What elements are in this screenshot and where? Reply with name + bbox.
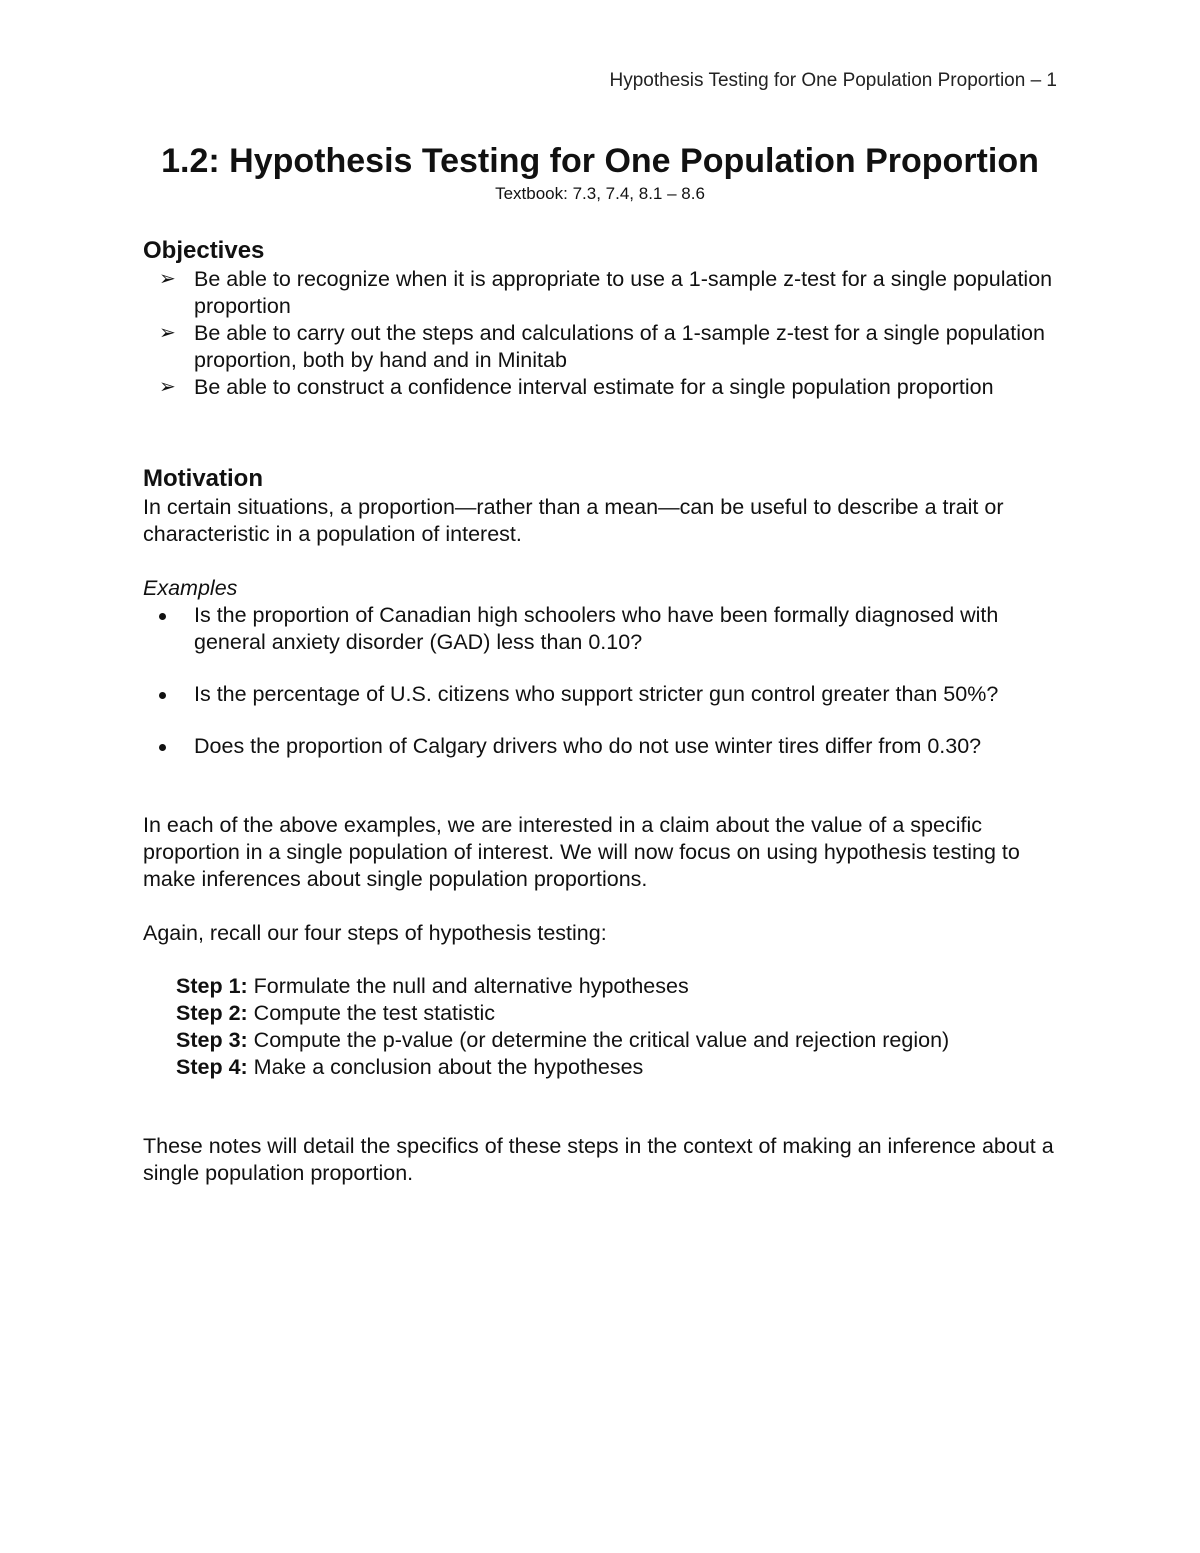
objective-text: Be able to carry out the steps and calculations of a 1-sample z-test for a single population proportion, both by hand and in Minitab xyxy=(194,321,1045,372)
motivation-heading: Motivation xyxy=(143,465,263,492)
objective-text: Be able to construct a confidence interval estimate for a single population proportion xyxy=(194,375,994,399)
list-item xyxy=(143,602,1063,656)
steps-list xyxy=(143,973,1063,1081)
example-text: Is the proportion of Canadian high schoolers who have been formally diagnosed with general anxiety disorder (GAD) less than 0.10? xyxy=(194,603,999,654)
step-label: Step 4: xyxy=(176,1055,248,1079)
step-row xyxy=(176,1054,1063,1081)
list-item xyxy=(143,266,1063,320)
objective-text: Be able to recognize when it is appropriate to use a 1-sample z-test for a single population proportion xyxy=(194,267,1053,318)
arrow-bullet-icon: ➢ xyxy=(159,322,176,344)
page-content xyxy=(143,236,1063,1187)
list-item xyxy=(143,320,1063,374)
step-text: Compute the p-value (or determine the critical value and rejection region) xyxy=(247,1028,950,1052)
step-text: Compute the test statistic xyxy=(247,1001,496,1025)
bullet-dot-icon xyxy=(159,744,166,751)
step-label: Step 1: xyxy=(176,974,248,998)
running-header: Hypothesis Testing for One Population Proportion – 1 xyxy=(609,70,1057,91)
examples-list xyxy=(143,602,1063,760)
textbook-reference: Textbook: 7.3, 7.4, 8.1 – 8.6 xyxy=(495,184,705,203)
arrow-bullet-icon: ➢ xyxy=(159,376,176,398)
objectives-heading: Objectives xyxy=(143,237,265,264)
list-item xyxy=(143,681,1063,708)
page-title: 1.2: Hypothesis Testing for One Population Proportion xyxy=(161,142,1039,180)
list-item xyxy=(143,374,1063,401)
closing-paragraph: These notes will detail the specifics of these steps in the context of making an inference about a single population proportion. xyxy=(143,1134,1054,1185)
step-text: Make a conclusion about the hypotheses xyxy=(247,1055,644,1079)
step-row xyxy=(176,973,1063,1000)
examples-label: Examples xyxy=(143,576,238,600)
step-row xyxy=(176,1027,1063,1054)
step-text: Formulate the null and alternative hypotheses xyxy=(247,974,689,998)
bullet-dot-icon xyxy=(159,692,166,699)
objectives-list xyxy=(143,266,1063,401)
step-row xyxy=(176,1000,1063,1027)
recall-paragraph: Again, recall our four steps of hypothesis testing: xyxy=(143,921,607,945)
arrow-bullet-icon: ➢ xyxy=(159,268,176,290)
example-text: Does the proportion of Calgary drivers who do not use winter tires differ from 0.30? xyxy=(194,734,982,758)
step-label: Step 2: xyxy=(176,1001,248,1025)
bullet-dot-icon xyxy=(159,613,166,620)
list-item xyxy=(143,733,1063,760)
example-text: Is the percentage of U.S. citizens who support stricter gun control greater than 50%? xyxy=(194,682,999,706)
step-label: Step 3: xyxy=(176,1028,248,1052)
motivation-intro: In certain situations, a proportion—rather than a mean—can be useful to describe a trait or characteristic in a population of interest. xyxy=(143,495,1004,546)
claim-paragraph: In each of the above examples, we are interested in a claim about the value of a specific proportion in a single population of interest. We will now focus on using hypothesis testing to make inferences about single population proportions. xyxy=(143,813,1020,891)
